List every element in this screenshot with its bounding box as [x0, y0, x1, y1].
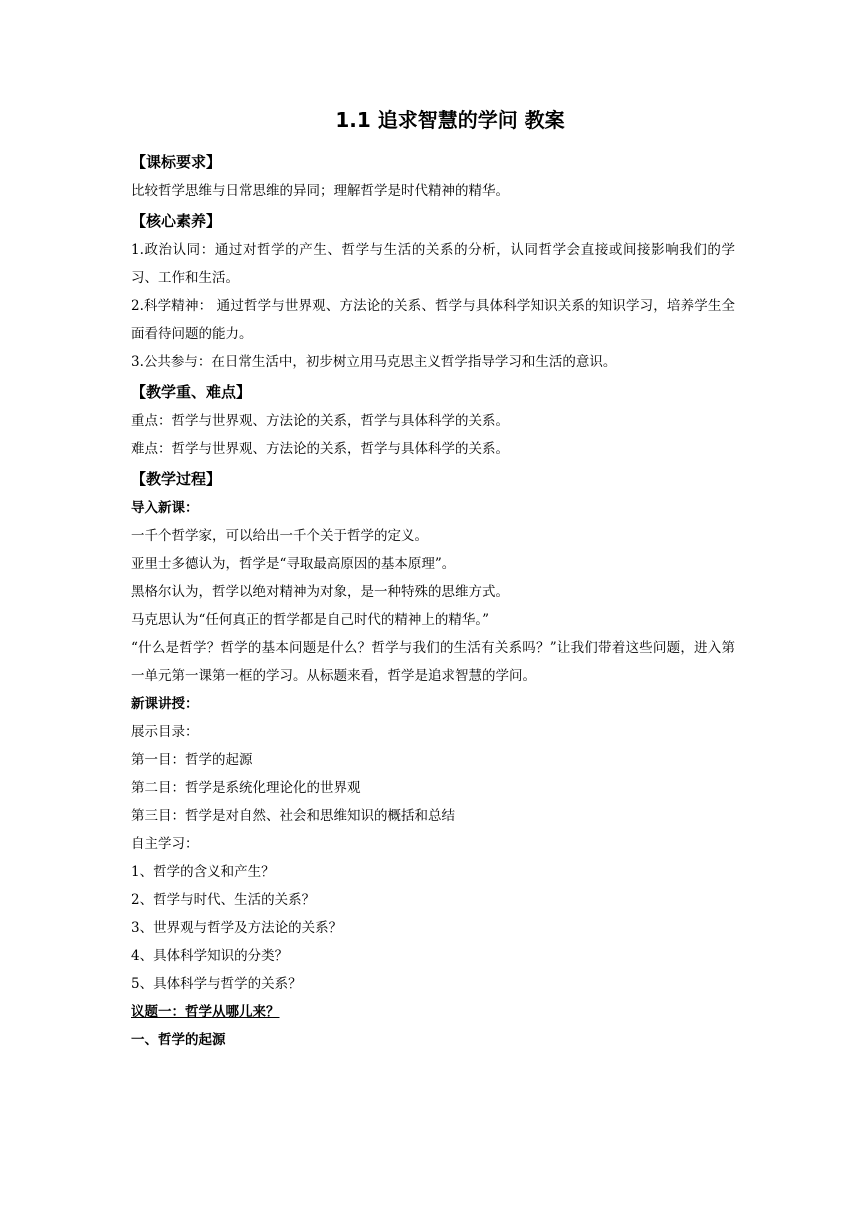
self-study-item-2: 2、哲学与时代、生活的关系？ — [131, 892, 316, 908]
core-literacy-item-3: 3.公共参与：在日常生活中，初步树立用马克思主义哲学指导学习和生活的意识。 — [131, 354, 617, 370]
intro-line-1: 一千个哲学家，可以给出一千个关于哲学的定义。 — [131, 528, 428, 544]
core-literacy-item-2: 2.科学精神： 通过哲学与世界观、方法论的关系、哲学与具体科学知识关系的知识学习，培养学生全面看待问题的能力。 — [131, 298, 735, 342]
catalog-label: 展示目录： — [131, 724, 199, 740]
self-study-label: 自主学习： — [131, 836, 199, 852]
self-study-item-4: 4、具体科学知识的分类？ — [131, 948, 289, 964]
section-heading-core-literacy: 【核心素养】 — [131, 212, 222, 230]
topic-one-text: 议题一：哲学从哪儿来？ — [131, 1004, 280, 1020]
topic-one-heading — [131, 998, 735, 1026]
document-title: 1.1 追求智慧的学问 教案 — [335, 108, 565, 132]
key-point-difficulty: 难点：哲学与世界观、方法论的关系，哲学与具体科学的关系。 — [131, 441, 509, 457]
key-point-focus: 重点：哲学与世界观、方法论的关系，哲学与具体科学的关系。 — [131, 413, 509, 429]
catalog-item-3: 第三目：哲学是对自然、社会和思维知识的概括和总结 — [131, 808, 455, 824]
self-study-item-5: 5、具体科学与哲学的关系？ — [131, 976, 302, 992]
intro-line-2: 亚里士多德认为，哲学是“寻取最高原因的基本原理”。 — [131, 556, 456, 572]
intro-line-5: “什么是哲学？哲学的基本问题是什么？哲学与我们的生活有关系吗？”让我们带着这些问题，进入第一单元第一课第一框的学习。从标题来看，哲学是追求智慧的学问。 — [131, 640, 735, 684]
section-heading-process: 【教学过程】 — [131, 470, 222, 488]
document-body — [131, 146, 735, 1054]
intro-line-3: 黑格尔认为，哲学以绝对精神为对象，是一种特殊的思维方式。 — [131, 584, 509, 600]
catalog-item-1: 第一目：哲学的起源 — [131, 752, 253, 768]
self-study-item-3: 3、世界观与哲学及方法论的关系？ — [131, 920, 343, 936]
intro-line-4: 马克思认为“任何真正的哲学都是自己时代的精神上的精华。” — [131, 612, 490, 628]
catalog-item-2: 第二目：哲学是系统化理论化的世界观 — [131, 780, 361, 796]
core-literacy-item-1: 1.政治认同：通过对哲学的产生、哲学与生活的关系的分析，认同哲学会直接或间接影响我们的学习、工作和生活。 — [131, 242, 735, 286]
intro-heading: 导入新课： — [131, 500, 199, 516]
part-one-heading: 一、哲学的起源 — [131, 1032, 226, 1048]
lecture-heading: 新课讲授： — [131, 696, 199, 712]
self-study-item-1: 1、哲学的含义和产生？ — [131, 864, 275, 880]
course-standard-text: 比较哲学思维与日常思维的异同；理解哲学是时代精神的精华。 — [131, 183, 509, 199]
section-heading-key-points: 【教学重、难点】 — [131, 383, 252, 401]
section-heading-course-standard: 【课标要求】 — [131, 153, 222, 171]
